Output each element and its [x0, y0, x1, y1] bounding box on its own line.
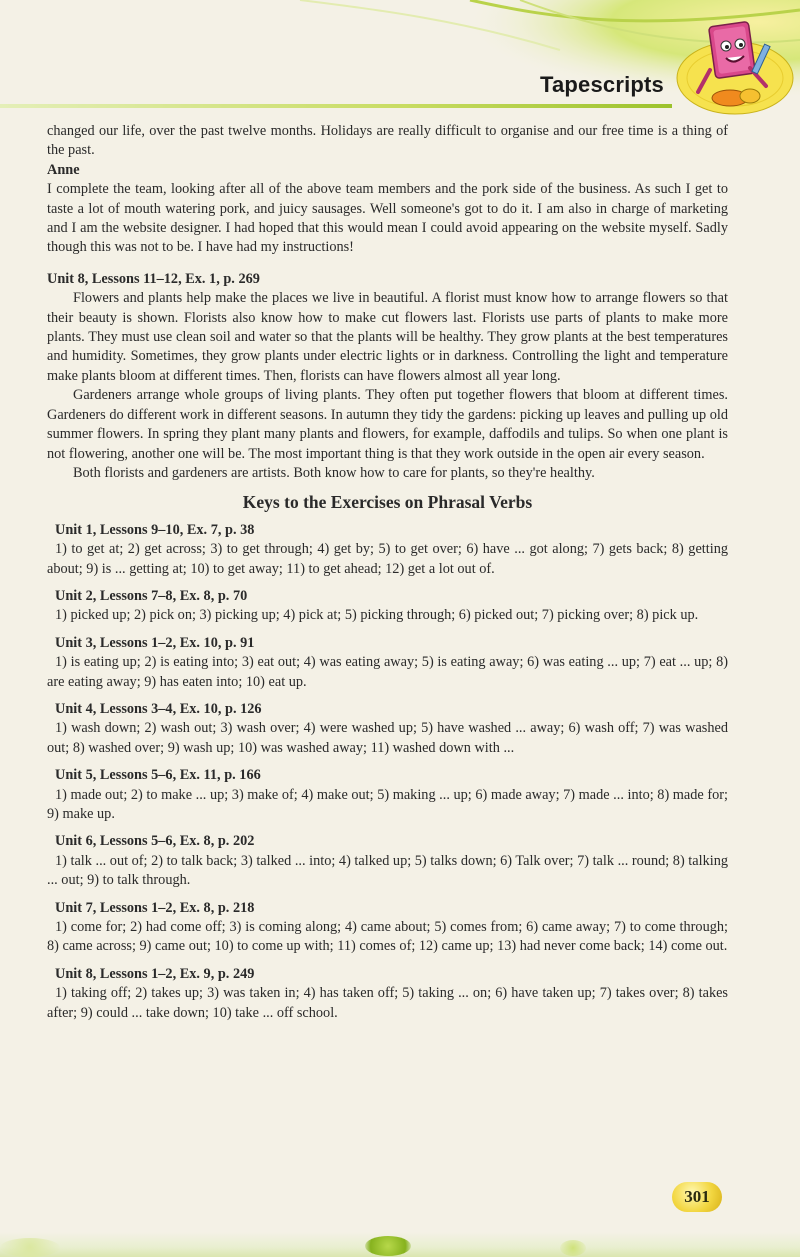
- speaker-name: Anne: [47, 161, 80, 178]
- cartoon-book-icon: [690, 14, 780, 114]
- footer-blob: [0, 1238, 60, 1257]
- key-unit-heading: Unit 3, Lessons 1–2, Ex. 10, p. 91: [55, 634, 255, 651]
- key-unit-heading: Unit 5, Lessons 5–6, Ex. 11, p. 166: [55, 767, 261, 784]
- footer-blob: [560, 1240, 586, 1256]
- key-answers: 1) made out; 2) to make ... up; 3) make of; 4) make out; 5) making ... up; 6) made away; 7) made ... into; 8) made for; 9) make up.: [47, 786, 728, 822]
- key-unit-1: [47, 521, 728, 579]
- key-answers: 1) is eating up; 2) is eating into; 3) eat out; 4) was eating away; 5) is eating away; 6) was eating ... up; 7) eat ... up; 8) are eating away; 9) has eaten into; 10) eat up.: [47, 654, 728, 690]
- key-unit-3: [47, 634, 728, 692]
- tapescript-paragraph: Gardeners arrange whole groups of living plants. They often put together flowers that bloom at different times. Gardeners do different work in different seasons. In autumn they tidy the gardens: picking up leaves and pulling up old summer flowers. In spring they plant many plants and flowers, for example, daffodils and tulips. So when one plant is not flowering, another one will be. The most important thing is that they work outside in the open air every season.: [47, 387, 728, 462]
- key-unit-heading: Unit 7, Lessons 1–2, Ex. 8, p. 218: [55, 899, 255, 916]
- tapescript-paragraph: Flowers and plants help make the places we live in beautiful. A florist must know how to arrange flowers so that their beauty is shown. Florists also know how to make cut flowers last. Florists use parts of plants to make more plants. They must use clean soil and water so that the plants will be healthy. They grow plants at the best temperatures and humidity. Sometimes, they grow plants under electric lights or in darkness. Controlling the light and temperature make plants bloom at different times. Then, florists can have flowers almost all year long.: [47, 290, 728, 384]
- key-unit-heading: Unit 1, Lessons 9–10, Ex. 7, p. 38: [55, 521, 255, 538]
- key-unit-8: [47, 965, 728, 1023]
- key-answers: 1) talk ... out of; 2) to talk back; 3) talked ... into; 4) talked up; 5) talks down; 6) Talk over; 7) talk ... round; 8) talking ... out; 9) to talk through.: [47, 852, 728, 889]
- key-answers: 1) come for; 2) had come off; 3) is coming along; 4) came about; 5) comes from; 6) came away; 7) to come through; 8) came across; 9) came out; 10) to come up with; 11) comes of; 12) came up; 13) had never come back; 14) come out.: [47, 919, 728, 955]
- key-answers: 1) taking off; 2) takes up; 3) was taken in; 4) has taken off; 5) taking ... on; 6) have taken up; 7) takes over; 8) takes after; 9) could ... take down; 10) take ... off school.: [47, 985, 728, 1021]
- key-unit-heading: Unit 6, Lessons 5–6, Ex. 8, p. 202: [55, 833, 255, 850]
- key-unit-5: [47, 766, 728, 824]
- spacer: [47, 258, 728, 270]
- key-unit-4: [47, 700, 728, 758]
- key-answers: 1) picked up; 2) pick on; 3) picking up; 4) pick at; 5) picking through; 6) picked out; 7) picking over; 8) pick up.: [55, 607, 699, 624]
- key-unit-heading: Unit 2, Lessons 7–8, Ex. 8, p. 70: [55, 587, 248, 604]
- key-answers: 1) to get at; 2) get across; 3) to get through; 4) get by; 5) to get over; 6) have ... got along; 7) gets back; 8) getting about; 9) is ... getting at; 10) to get away; 11) to get ahead; 12) get a lot out of.: [47, 541, 728, 577]
- header-rule: [0, 104, 672, 108]
- key-unit-7: [47, 899, 728, 957]
- key-unit-6: [47, 832, 728, 890]
- key-unit-2: [47, 587, 728, 626]
- speaker-text: I complete the team, looking after all of the above team members and the pork side of the business. As such I get to taste a lot of mouth watering pork, and juicy sausages. Well someone's got to do it. I am also in charge of marketing and I am the website designer. I had hoped that this would mean I could avoid appearing on the website myself. Sadly though this was not to be. I have had my instructions!: [47, 181, 728, 256]
- keys-section-title: Keys to the Exercises on Phrasal Verbs: [242, 492, 533, 513]
- key-answers: 1) wash down; 2) wash out; 3) wash over; 4) were washed up; 5) have washed ... away; 6) wash off; 7) was washed out; 8) washed over; 9) wash up; 10) was washed away; 11) washed down with ...: [47, 720, 728, 756]
- page-content: [47, 122, 728, 1031]
- page-number: 301: [672, 1182, 722, 1212]
- tapescript-paragraph: Both florists and gardeners are artists. Both know how to care for plants, so they're healthy.: [73, 464, 595, 481]
- key-unit-heading: Unit 4, Lessons 3–4, Ex. 10, p. 126: [55, 700, 262, 717]
- footer-blob: [365, 1236, 411, 1256]
- tapescript-unit-heading: Unit 8, Lessons 11–12, Ex. 1, p. 269: [47, 270, 260, 287]
- header-decoration: [0, 0, 800, 140]
- tapescript-continuation: changed our life, over the past twelve months. Holidays are really difficult to organise and our free time is a thing of the past.: [47, 123, 728, 159]
- key-unit-heading: Unit 8, Lessons 1–2, Ex. 9, p. 249: [55, 965, 255, 982]
- page-header-title: Tapescripts: [539, 72, 664, 97]
